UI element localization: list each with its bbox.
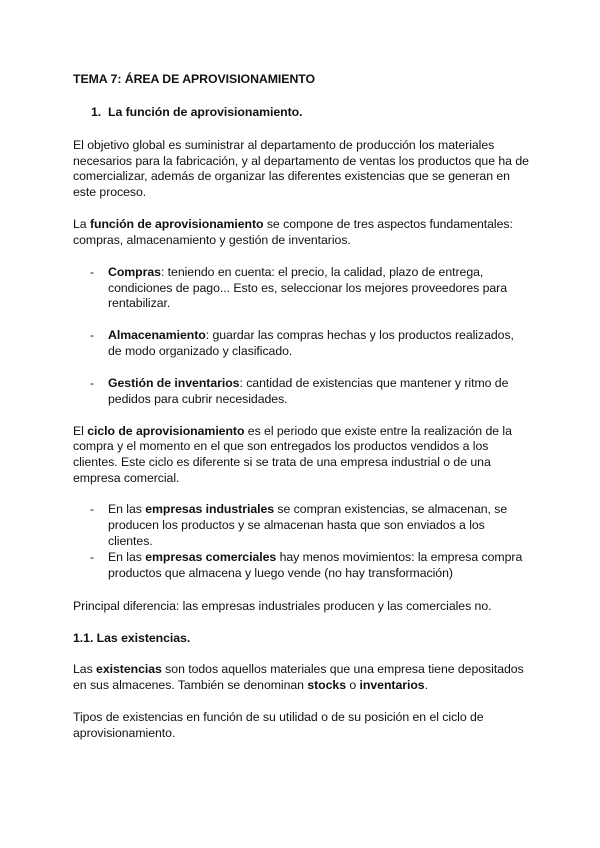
bullet-compras-line-2: condiciones de pago... Esto es, seleccionar los mejores proveedores para <box>108 281 508 295</box>
bullet-compras-text: : teniendo en cuenta: el precio, la calidad, plazo de entrega, <box>160 265 484 279</box>
paragraph-3-line-2: compra y el momento en el que son entregados los productos vendidos a los <box>73 439 489 453</box>
bullet-almacenamiento-line-1 <box>108 327 514 343</box>
paragraph-4: Principal diferencia: las empresas industriales producen y las comerciales no. <box>73 599 492 613</box>
bullet-compras-line-1 <box>108 264 483 280</box>
bullet-industriales-text: se compran existencias, se almacenan, se <box>274 502 508 516</box>
bullet-gestion-text: : cantidad de existencias que mantener y ritmo de <box>239 376 509 390</box>
paragraph-1-line-3: comercializar, además de organizar las diferentes existencias que se generan en <box>73 169 510 183</box>
bullet-dash: - <box>90 265 95 279</box>
bullet-comerciales-line-1 <box>108 549 522 565</box>
bullet-gestion-line-1 <box>108 375 508 391</box>
bullet-comerciales-text: hay menos movimientos: la empresa compra <box>276 550 523 564</box>
bullet-gestion-term: Gestión de inventarios <box>108 376 240 390</box>
paragraph-5-bold: existencias <box>96 662 162 676</box>
bullet-dash: - <box>90 376 95 390</box>
bullet-dash: - <box>90 502 95 516</box>
paragraph-2-line-1 <box>73 216 513 232</box>
paragraph-3-line-1 <box>73 423 512 439</box>
paragraph-6-line-2: aprovisionamiento. <box>73 726 176 740</box>
paragraph-6-line-1: Tipos de existencias en función de su utilidad o de su posición en el ciclo de <box>73 710 484 724</box>
paragraph-5-text: . <box>424 678 428 692</box>
section-1-number: 1. <box>91 105 102 119</box>
paragraph-1-line-2: necesarios para la fabricación, y al departamento de ventas los productos que ha de <box>73 154 529 168</box>
paragraph-3-line-4: empresa comercial. <box>73 471 180 485</box>
paragraph-5-text: Las <box>73 662 97 676</box>
bullet-gestion-line-2: pedidos para cubrir necesidades. <box>108 392 288 406</box>
section-1-heading: La función de aprovisionamiento. <box>108 105 303 119</box>
paragraph-5-text: en sus almacenes. También se denominan <box>73 678 308 692</box>
paragraph-2-text: se compone de tres aspectos fundamentales: <box>263 217 513 231</box>
paragraph-3-text: es el periodo que existe entre la realización de la <box>244 424 512 438</box>
paragraph-2-text: La <box>73 217 90 231</box>
paragraph-5-line-2 <box>73 677 428 693</box>
paragraph-5-line-1 <box>73 661 524 677</box>
bullet-industriales-line-2: producen los productos y se almacenan hasta que son enviados a los <box>108 518 485 532</box>
paragraph-3-line-3: clientes. Este ciclo es diferente si se trata de una empresa industrial o de una <box>73 455 491 469</box>
bullet-dash: - <box>90 550 95 564</box>
bullet-industriales-text: En las <box>108 502 146 516</box>
bullet-comerciales-term: empresas comerciales <box>145 550 277 564</box>
paragraph-3-bold: ciclo de aprovisionamiento <box>87 424 245 438</box>
paragraph-5-text: o <box>346 678 360 692</box>
paragraph-5-bold: inventarios <box>359 678 425 692</box>
paragraph-3-text: El <box>73 424 88 438</box>
bullet-compras-line-3: rentabilizar. <box>108 296 171 310</box>
paragraph-2-line-2: compras, almacenamiento y gestión de inventarios. <box>73 233 351 247</box>
bullet-comerciales-text: En las <box>108 550 146 564</box>
paragraph-1-line-4: este proceso. <box>73 185 147 199</box>
bullet-industriales-term: empresas industriales <box>145 502 275 516</box>
paragraph-1-line-1: El objetivo global es suministrar al departamento de producción los materiales <box>73 138 495 152</box>
bullet-industriales-line-3: clientes. <box>108 534 153 548</box>
bullet-compras-term: Compras <box>108 265 161 279</box>
bullet-almacenamiento-line-2: de modo organizado y clasificado. <box>108 344 293 358</box>
bullet-comerciales-line-2: productos que almacena y luego vende (no hay transformación) <box>108 566 453 580</box>
bullet-dash: - <box>90 328 95 342</box>
bullet-industriales-line-1 <box>108 501 507 517</box>
bullet-almacenamiento-term: Almacenamiento <box>108 328 206 342</box>
bullet-almacenamiento-text: : guardar las compras hechas y los productos realizados, <box>205 328 514 342</box>
paragraph-2-bold: función de aprovisionamiento <box>89 217 264 231</box>
document-title: TEMA 7: ÁREA DE APROVISIONAMIENTO <box>73 72 316 86</box>
paragraph-5-text: son todos aquellos materiales que una empresa tiene depositados <box>161 662 524 676</box>
section-1-1-heading: 1.1. Las existencias. <box>73 631 191 645</box>
paragraph-5-bold: stocks <box>307 678 347 692</box>
